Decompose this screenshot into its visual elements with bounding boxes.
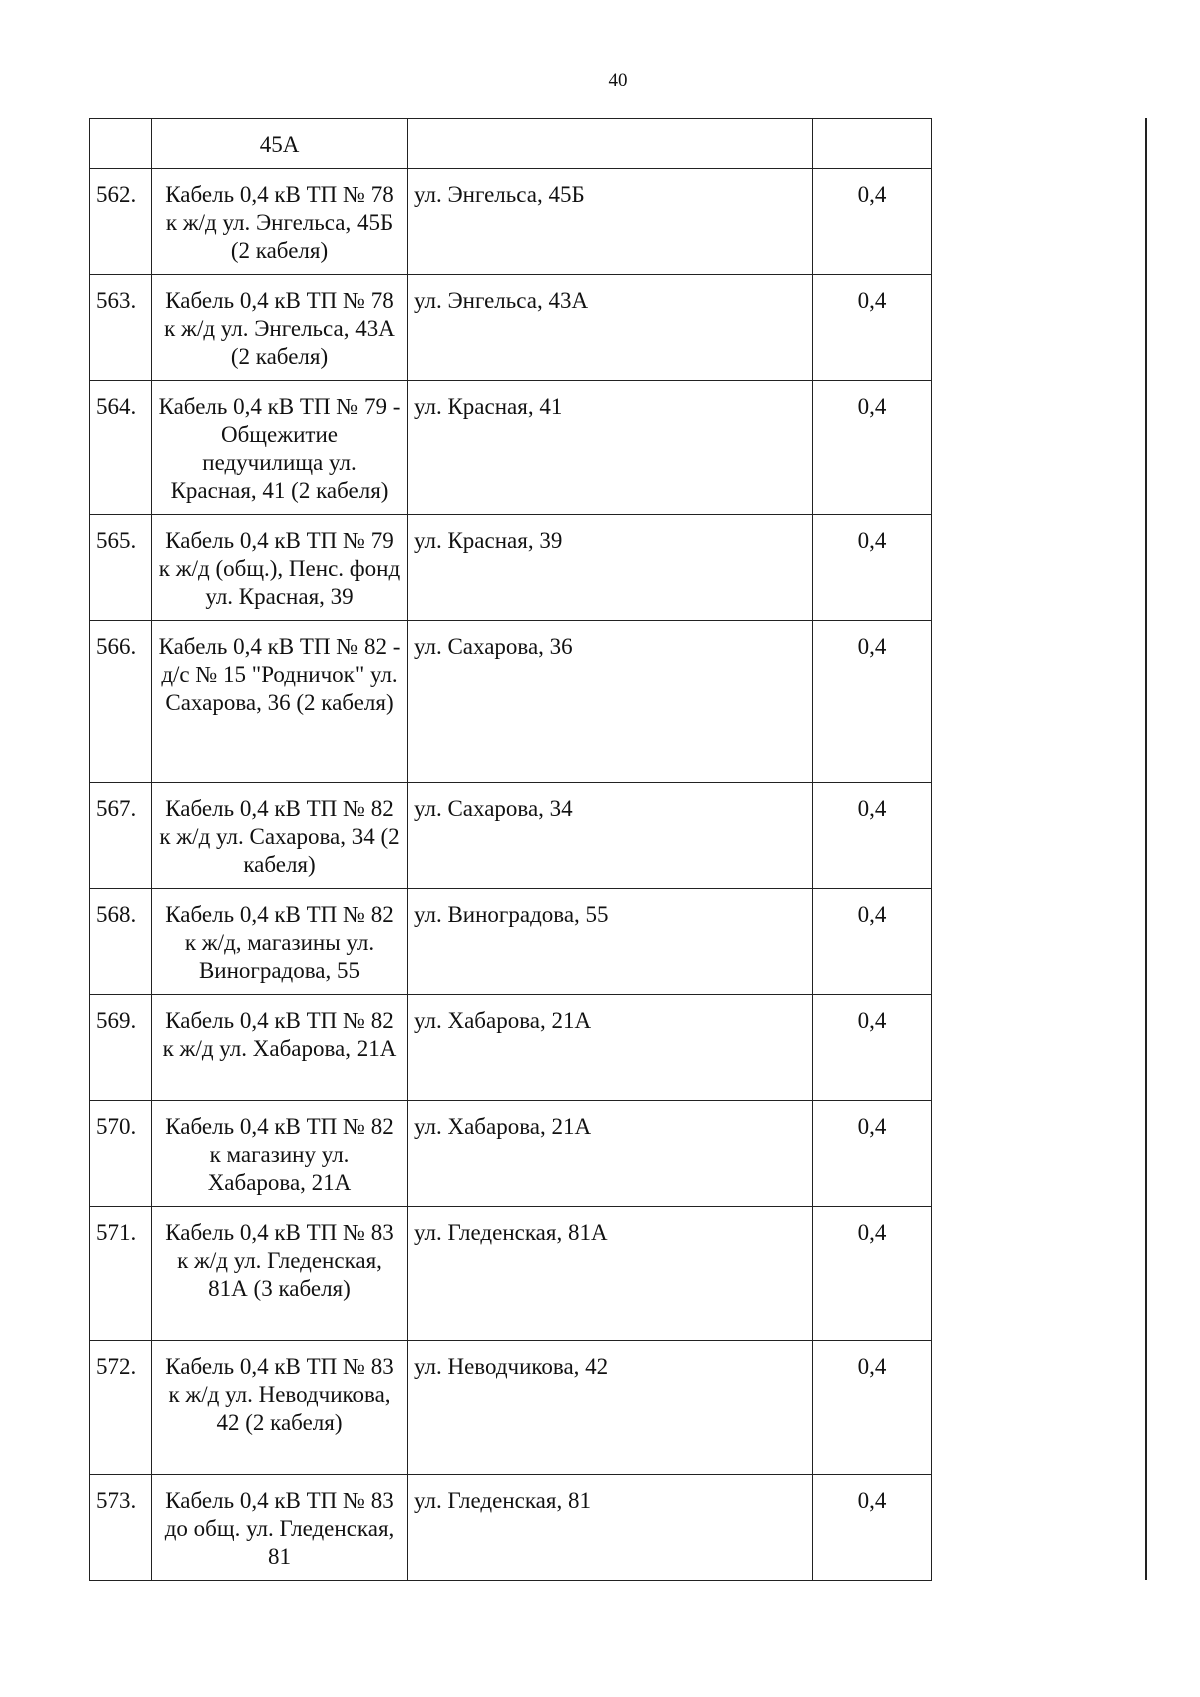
right-margin-rule xyxy=(1145,118,1147,1580)
row-number: 570. xyxy=(90,1101,152,1207)
table-row xyxy=(90,995,932,1101)
table-row xyxy=(90,119,932,169)
cable-name: Кабель 0,4 кВ ТП № 83 до общ. ул. Гледенская, 81 xyxy=(152,1475,408,1581)
cable-voltage: 0,4 xyxy=(813,169,932,275)
row-number: 565. xyxy=(90,515,152,621)
table-row xyxy=(90,783,932,889)
cable-name: Кабель 0,4 кВ ТП № 78 к ж/д ул. Энгельса, 45Б (2 кабеля) xyxy=(152,169,408,275)
table-row xyxy=(90,1475,932,1581)
table-row xyxy=(90,889,932,995)
cable-name: Кабель 0,4 кВ ТП № 83 к ж/д ул. Гледенская, 81А (3 кабеля) xyxy=(152,1207,408,1341)
table-row xyxy=(90,1207,932,1341)
table-row xyxy=(90,381,932,515)
cable-address xyxy=(408,119,813,169)
cable-voltage: 0,4 xyxy=(813,1475,932,1581)
cable-voltage: 0,4 xyxy=(813,889,932,995)
cable-name: Кабель 0,4 кВ ТП № 78 к ж/д ул. Энгельса, 43А (2 кабеля) xyxy=(152,275,408,381)
cable-name: Кабель 0,4 кВ ТП № 82 к ж/д ул. Сахарова, 34 (2 кабеля) xyxy=(152,783,408,889)
row-number: 571. xyxy=(90,1207,152,1341)
cable-voltage xyxy=(813,119,932,169)
cable-name: Кабель 0,4 кВ ТП № 82 к ж/д ул. Хабарова, 21А xyxy=(152,995,408,1101)
cable-address: ул. Сахарова, 36 xyxy=(408,621,813,783)
cable-voltage: 0,4 xyxy=(813,381,932,515)
cable-address: ул. Гледенская, 81 xyxy=(408,1475,813,1581)
cable-address: ул. Неводчикова, 42 xyxy=(408,1341,813,1475)
cable-address: ул. Виноградова, 55 xyxy=(408,889,813,995)
row-number: 562. xyxy=(90,169,152,275)
cable-voltage: 0,4 xyxy=(813,1341,932,1475)
row-number: 572. xyxy=(90,1341,152,1475)
cable-voltage: 0,4 xyxy=(813,621,932,783)
table-row xyxy=(90,169,932,275)
table-row xyxy=(90,1101,932,1207)
cable-voltage: 0,4 xyxy=(813,995,932,1101)
row-number: 568. xyxy=(90,889,152,995)
cable-name: Кабель 0,4 кВ ТП № 82 к ж/д, магазины ул. Виноградова, 55 xyxy=(152,889,408,995)
cable-voltage: 0,4 xyxy=(813,275,932,381)
cable-name: Кабель 0,4 кВ ТП № 79 - Общежитие педучилища ул. Красная, 41 (2 кабеля) xyxy=(152,381,408,515)
cable-voltage: 0,4 xyxy=(813,783,932,889)
row-number: 564. xyxy=(90,381,152,515)
cable-name: Кабель 0,4 кВ ТП № 79 к ж/д (общ.), Пенс. фонд ул. Красная, 39 xyxy=(152,515,408,621)
cable-voltage: 0,4 xyxy=(813,515,932,621)
cable-voltage: 0,4 xyxy=(813,1101,932,1207)
cable-name: Кабель 0,4 кВ ТП № 82 к магазину ул. Хабарова, 21А xyxy=(152,1101,408,1207)
row-number: 567. xyxy=(90,783,152,889)
cable-address: ул. Гледенская, 81А xyxy=(408,1207,813,1341)
cable-registry-table xyxy=(89,118,932,1581)
cable-address: ул. Энгельса, 45Б xyxy=(408,169,813,275)
row-number xyxy=(90,119,152,169)
cable-address: ул. Красная, 41 xyxy=(408,381,813,515)
cable-address: ул. Сахарова, 34 xyxy=(408,783,813,889)
row-number: 563. xyxy=(90,275,152,381)
cable-voltage: 0,4 xyxy=(813,1207,932,1341)
cable-address: ул. Хабарова, 21А xyxy=(408,1101,813,1207)
cable-name: Кабель 0,4 кВ ТП № 82 - д/с № 15 "Родничок" ул. Сахарова, 36 (2 кабеля) xyxy=(152,621,408,783)
table-row xyxy=(90,515,932,621)
cable-address: ул. Хабарова, 21А xyxy=(408,995,813,1101)
table-row xyxy=(90,1341,932,1475)
cable-name: 45А xyxy=(152,119,408,169)
row-number: 569. xyxy=(90,995,152,1101)
table-row xyxy=(90,275,932,381)
page-number: 40 xyxy=(608,70,628,91)
cable-address: ул. Красная, 39 xyxy=(408,515,813,621)
table-row xyxy=(90,621,932,783)
row-number: 573. xyxy=(90,1475,152,1581)
cable-address: ул. Энгельса, 43А xyxy=(408,275,813,381)
row-number: 566. xyxy=(90,621,152,783)
cable-name: Кабель 0,4 кВ ТП № 83 к ж/д ул. Неводчикова, 42 (2 кабеля) xyxy=(152,1341,408,1475)
